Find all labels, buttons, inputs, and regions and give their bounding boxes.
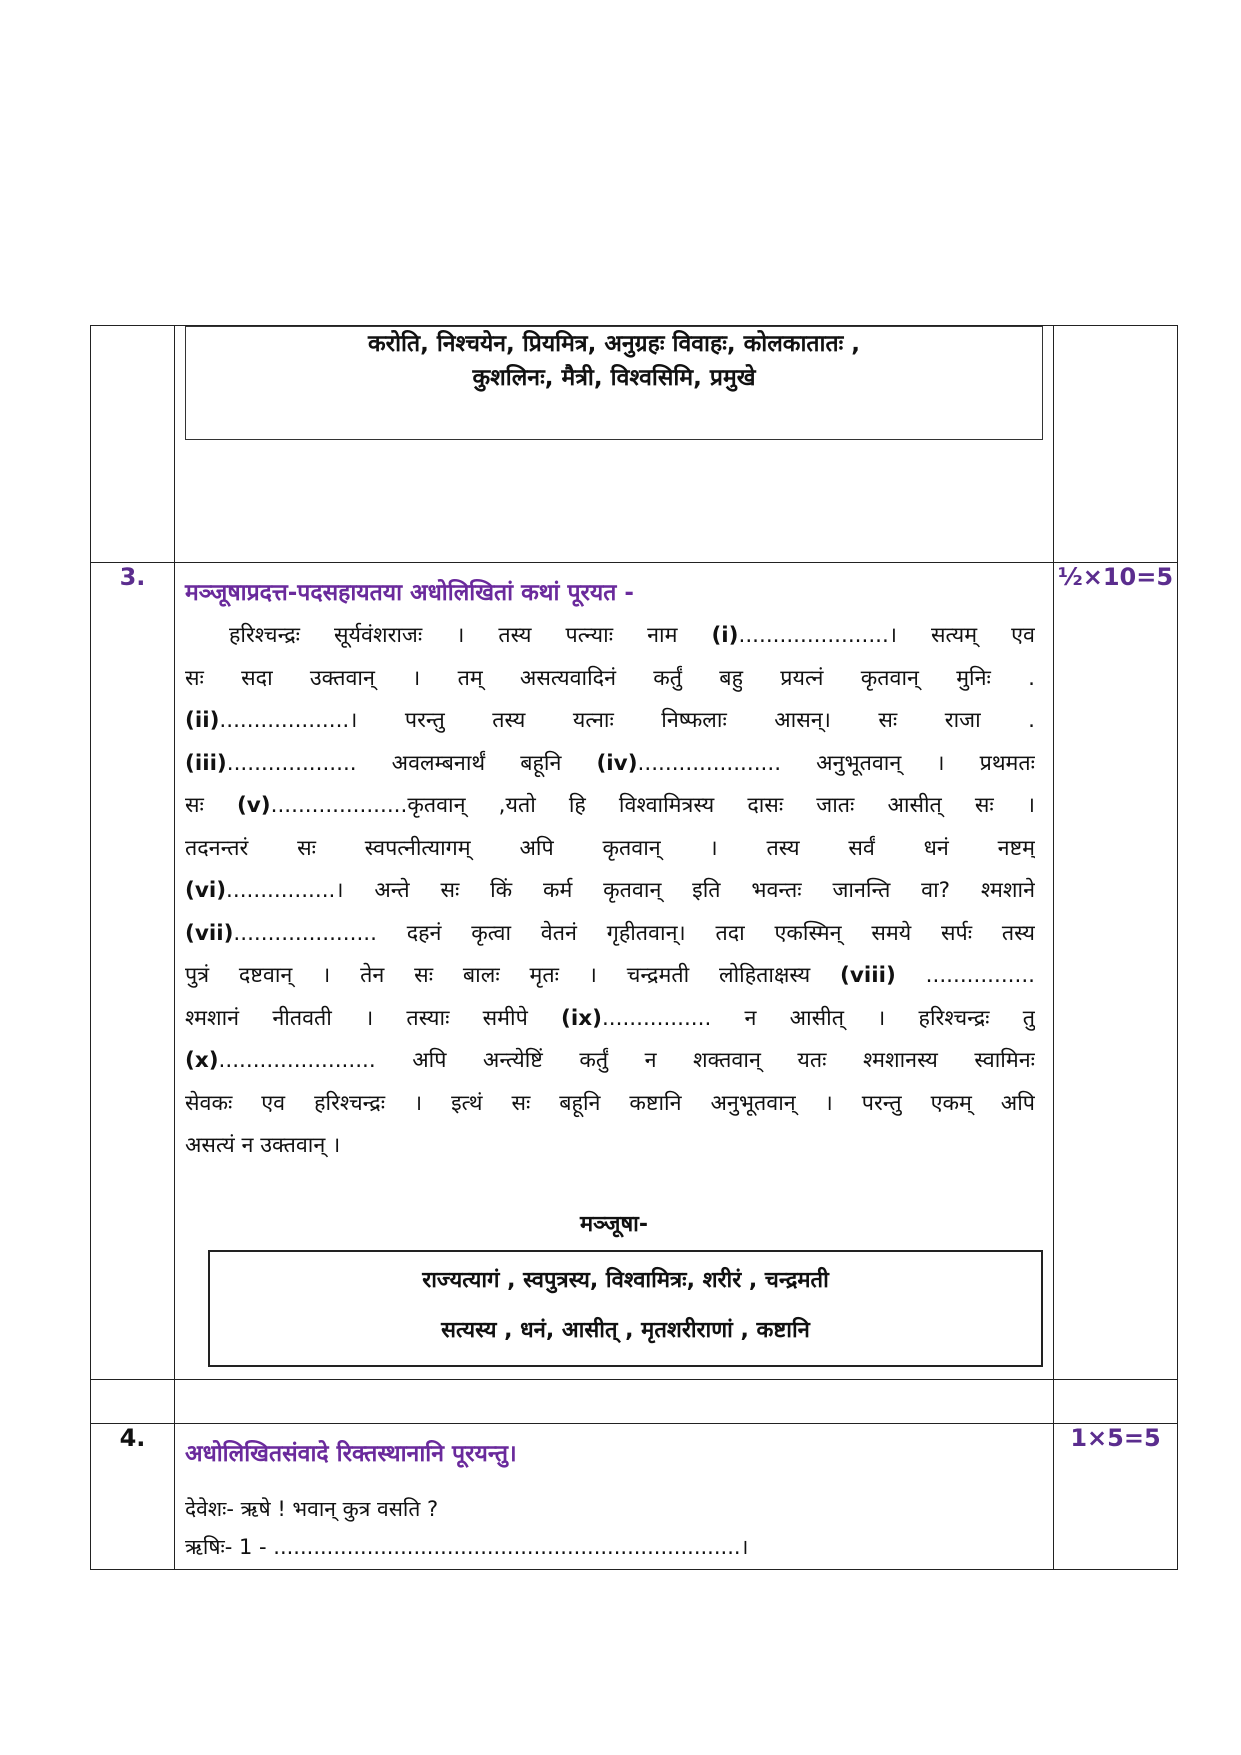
passage-text: तदनन्तरं सः स्वपत्नीत्यागम् अपि कृतवान् । तस्य सर्वं धनं नष्टम्: [185, 835, 1035, 861]
dialogue-line: ऋषिः- 1 - ......................................................................।: [185, 1535, 749, 1559]
blank-number: (vi): [185, 878, 227, 903]
passage-text: ....................... अपि अन्त्येष्टिं कर्तुं न शक्तवान् यतः श्मशानस्य स्वामिनः: [218, 1048, 1035, 1073]
passage-text: ................... अवलम्बनार्थं बहूनि: [226, 750, 597, 776]
passage-line: [185, 828, 1035, 871]
passage-text: सः: [185, 793, 237, 818]
passage-line: [185, 658, 1035, 701]
number-cell: [91, 1380, 175, 1424]
passage-line: [185, 913, 1035, 956]
content-cell: [175, 326, 1054, 563]
table-row: [91, 563, 1178, 1380]
blank-number: (iii): [185, 750, 227, 776]
blank-number: (ii): [185, 708, 220, 733]
content-cell: [175, 563, 1054, 1380]
blank-number: (i): [711, 623, 739, 648]
passage-text: सेवकः एव हरिश्चन्द्रः । इत्थं सः बहूनि कष्टानि अनुभूतवान् । परन्तु एकम् अपि: [185, 1090, 1035, 1116]
word-box-line-2: कुशलिनः, मैत्री, विश्वसिमि, प्रमुखे: [472, 365, 756, 391]
content-cell: [175, 1380, 1054, 1424]
question-marks: ½×10=5: [1054, 563, 1178, 1380]
passage-line: [185, 700, 1035, 743]
question-table: [90, 325, 1178, 1570]
blank-number: (v): [236, 793, 271, 818]
word-box-line-1: करोति, निश्चयेन, प्रियमित्र, अनुग्रहः विवाहः, कोलकातातः ,: [368, 331, 860, 357]
dialogue-line: देवेशः- ऋषे ! भवान् कुत्र वसति ?: [185, 1497, 439, 1521]
passage-text: ................। अन्ते सः किं कर्म कृतवान् इति भवन्तः जानन्ति वा? श्मशाने: [226, 878, 1035, 903]
passage-text: पुत्रं दष्टवान् । तेन सः बालः मृतः । चन्द्रमती लोहिताक्षस्य: [185, 963, 841, 988]
passage-text: ......................। सत्यम् एव: [738, 623, 1035, 648]
manjusha-line-1: राज्यत्यागं , स्वपुत्रस्य, विश्वामित्रः, शरीरं , चन्द्रमती: [422, 1267, 829, 1293]
number-cell: [91, 326, 175, 563]
passage-line: [185, 1040, 1035, 1083]
table-row: [91, 1380, 1178, 1424]
passage-text: ....................कृतवान् ,यतो हि विश्वामित्रस्य दासः जातः आसीत् सः ।: [270, 793, 1035, 818]
passage-line: [185, 955, 1035, 998]
passage-text: सः सदा उक्तवान् । तम् असत्यवादिनं कर्तुं बहु प्रयत्नं कृतवान् मुनिः .: [185, 665, 1035, 691]
passage-line: [185, 1125, 1035, 1168]
story-passage: [185, 615, 1035, 1168]
passage-text: हरिश्चन्द्रः सूर्यवंशराजः । तस्य पत्न्याः नाम: [229, 623, 712, 648]
manjusha-box: [208, 1250, 1043, 1367]
marks-cell: [1054, 326, 1178, 563]
passage-text: ..................... अनुभूतवान् । प्रथमतः: [637, 750, 1035, 776]
passage-line: [185, 870, 1035, 913]
question-number: 3.: [91, 563, 175, 1380]
passage-line: [185, 615, 1035, 658]
marks-cell: [1054, 1380, 1178, 1424]
manjusha-label: मञ्जूषा-: [579, 1211, 649, 1237]
blank-number: (vii): [185, 920, 234, 946]
blank-number: (x): [185, 1048, 219, 1073]
table-row: [91, 1424, 1178, 1570]
question-heading: अधोलिखितसंवादे रिक्तस्थानानि पूरयन्तु।: [185, 1441, 517, 1467]
question-marks: 1×5=5: [1054, 1424, 1178, 1570]
passage-text: ................ न आसीत् । हरिश्चन्द्रः तु: [601, 1005, 1035, 1031]
word-box: [185, 326, 1043, 440]
table-row: [91, 326, 1178, 563]
passage-line: [185, 743, 1035, 786]
passage-line: [185, 785, 1035, 828]
passage-text: ..................... दहनं कृत्वा वेतनं गृहीतवान्। तदा एकस्मिन् समये सर्पः तस्य: [233, 920, 1035, 946]
passage-text: ................: [895, 963, 1035, 988]
passage-text: असत्यं न उक्तवान् ।: [185, 1133, 341, 1158]
passage-text: श्मशानं नीतवती । तस्याः समीपे: [185, 1005, 562, 1031]
passage-line: [185, 998, 1035, 1041]
passage-line: [185, 1083, 1035, 1126]
blank-number: (iv): [596, 750, 638, 776]
passage-text: ...................। परन्तु तस्य यत्नाः निष्फलाः आसन्। सः राजा .: [219, 708, 1035, 733]
dialogue: [185, 1490, 1053, 1566]
blank-number: (ix): [561, 1005, 602, 1031]
question-heading: मञ्जूषाप्रदत्त-पदसहायतया अधोलिखितां कथां पूरयत -: [185, 580, 634, 606]
blank-number: (viii): [840, 963, 896, 988]
question-number: 4.: [91, 1424, 175, 1570]
content-cell: [175, 1424, 1054, 1570]
manjusha-line-2: सत्यस्य , धनं, आसीत् , मृतशरीराणां , कष्टानि: [441, 1317, 810, 1343]
